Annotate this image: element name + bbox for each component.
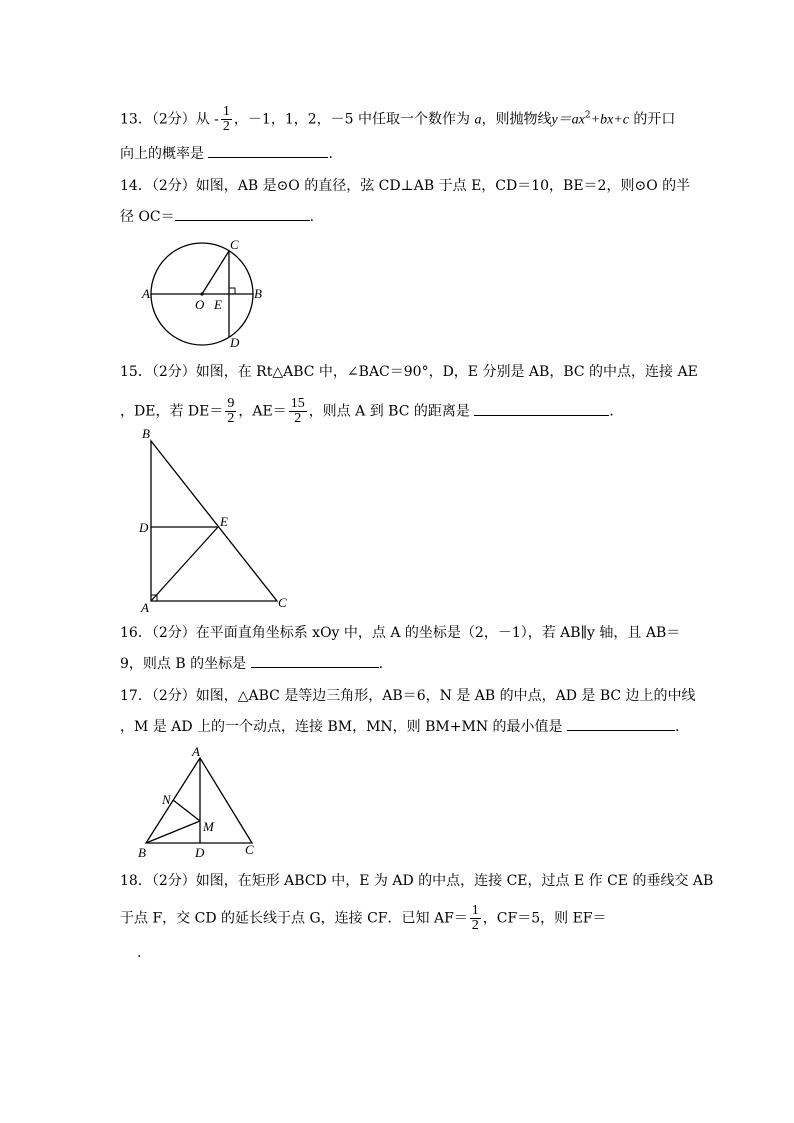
label-a: A	[142, 286, 150, 301]
segment-ae	[151, 527, 218, 601]
triangle-abc	[151, 441, 277, 601]
label-n: N	[162, 792, 171, 807]
q15-fraction-de: $\frac{9}{2}$	[227, 396, 235, 426]
q16-line1: 16．（2分）在平面直角坐标系 xOy 中，点 A 的坐标是（2，－1），若 AB∥y 轴，且 AB＝	[120, 625, 681, 641]
q15-line2: ，DE，若 DE＝ $\frac{9}{2}$ ，AE＝ $\frac{15}{2}$ ，则点 A 到 BC 的距离是 .	[120, 396, 614, 426]
segment-mn	[173, 800, 200, 821]
q14-circle-figure	[140, 236, 270, 348]
label-a: A	[192, 744, 200, 759]
q15-line1: 15．（2分）如图，在 Rt△ABC 中，∠BAC＝90°，D，E 分别是 AB，BC 的中点，连接 AE	[120, 364, 698, 380]
center-o	[200, 292, 203, 295]
answer-blank-17[interactable]	[567, 716, 675, 731]
label-m: M	[203, 819, 214, 834]
label-e: E	[214, 297, 222, 312]
q14-line2: 径 OC＝ .	[120, 206, 314, 226]
q17-triangle-figure	[135, 744, 265, 862]
label-e: E	[220, 514, 228, 529]
q13-line2: 向上的概率是 .	[120, 143, 333, 163]
answer-blank-15[interactable]	[474, 401, 609, 416]
answer-blank-13[interactable]	[208, 143, 328, 158]
q14-line1: 14．（2分）如图，AB 是⊙O 的直径，弦 CD⊥AB 于点 E，CD＝10，BE＝2，则⊙O 的半	[120, 178, 691, 194]
answer-blank-14[interactable]	[175, 206, 310, 221]
label-c: C	[278, 595, 287, 610]
q18-line3: .	[137, 945, 142, 961]
label-b: B	[254, 286, 262, 301]
segment-bm	[146, 821, 200, 843]
q13-fraction: $\frac{1}{2}$	[222, 104, 230, 134]
label-c: C	[230, 237, 239, 252]
label-d: D	[195, 845, 205, 860]
label-b: B	[142, 426, 150, 441]
label-a: A	[141, 600, 149, 615]
q18-fraction-af: $\frac{1}{2}$	[471, 903, 479, 933]
q17-line1: 17．（2分）如图，△ABC 是等边三角形，AB＝6，N 是 AB 的中点，AD 是 BC 边上的中线	[120, 688, 696, 704]
label-b: B	[138, 845, 146, 860]
q15-triangle-figure	[135, 425, 295, 615]
label-d: D	[230, 335, 240, 348]
q15-fraction-ae: $\frac{15}{2}$	[290, 396, 305, 426]
q16-line2: 9，则点 B 的坐标是 .	[120, 653, 383, 673]
q18-line2: 于点 F，交 CD 的延长线于点 G，连接 CF．已知 AF＝ $\frac{1}{2}$ ，CF＝5，则 EF＝	[120, 903, 607, 933]
label-c: C	[245, 842, 254, 857]
answer-blank-16[interactable]	[251, 653, 379, 668]
radius-oc	[202, 251, 229, 294]
q18-line1: 18．（2分）如图，在矩形 ABCD 中，E 为 AD 的中点，连接 CE，过点 E 作 CE 的垂线交 AB	[120, 873, 714, 889]
label-o: O	[195, 297, 205, 312]
q17-line2: ，M 是 AD 上的一个动点，连接 BM，MN，则 BM+MN 的最小值是 .	[120, 716, 679, 736]
right-angle-mark	[229, 288, 235, 294]
label-d: D	[139, 520, 149, 535]
q13-number: 13．（2分）从 -	[120, 111, 219, 128]
q13-line1: 13．（2分）从 - $\frac{1}{2}$ ，－1，1，2，－5 中任取一个数作为 a，则抛物线$y=ax^2+bx+c$ 的开口	[120, 104, 676, 134]
